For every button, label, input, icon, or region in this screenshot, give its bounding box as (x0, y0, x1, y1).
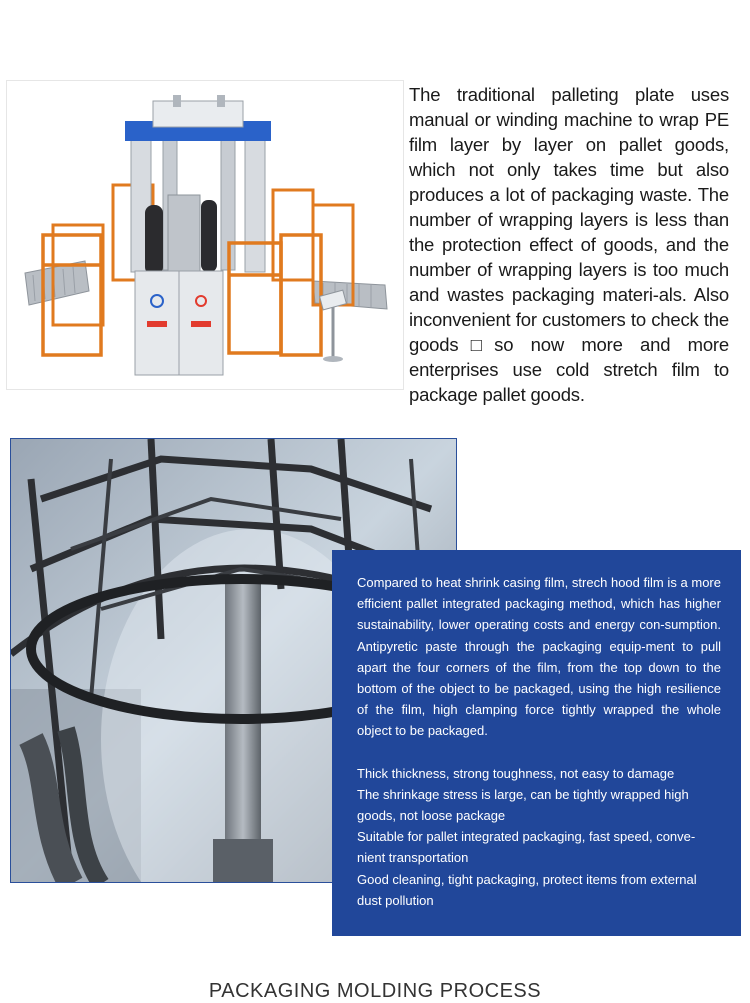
spacer (357, 742, 721, 763)
section-title: PACKAGING MOLDING PROCESS (208, 980, 542, 1002)
info-card (332, 550, 741, 936)
stretch-hood-machine-image (23, 95, 393, 377)
intro-paragraph: The traditional palleting plate uses manual or winding machine to wrap PE film layer by layer on pallet goods, which not only takes time but also produces a lot of packaging waste. The number of wrapping layers is less than the protection effect of goods, and the number of wrapping layers is too much and wastes packaging materi-als. Also inconvenient for customers to check the goods□so now more and more enterprises use cold stretch film to package pallet goods. (409, 84, 729, 405)
feature-list (357, 763, 721, 911)
feature-item: The shrinkage stress is large, can be tightly wrapped high goods, not loose package (357, 786, 689, 824)
feature-item: Thick thickness, strong toughness, not easy to damage (357, 765, 675, 781)
feature-item: Good cleaning, tight packaging, protect items from external dust pollution (357, 871, 697, 908)
card-paragraph: Compared to heat shrink casing film, strech hood film is a more efficient pallet integrated packaging method, which has higher sustainability, lower operating costs and energy con-sumption. Antipyretic paste through the packaging equip-ment to pull apart the four corners of the film, from the top down to the bottom of the object to be packaged, using the high resilience of the film, high clamping force tightly wrapped the whole object to be packaged. (357, 575, 721, 739)
feature-item: Suitable for pallet integrated packaging, fast speed, conve-nient transportation (357, 829, 696, 866)
machine-photo-frame (6, 80, 404, 390)
